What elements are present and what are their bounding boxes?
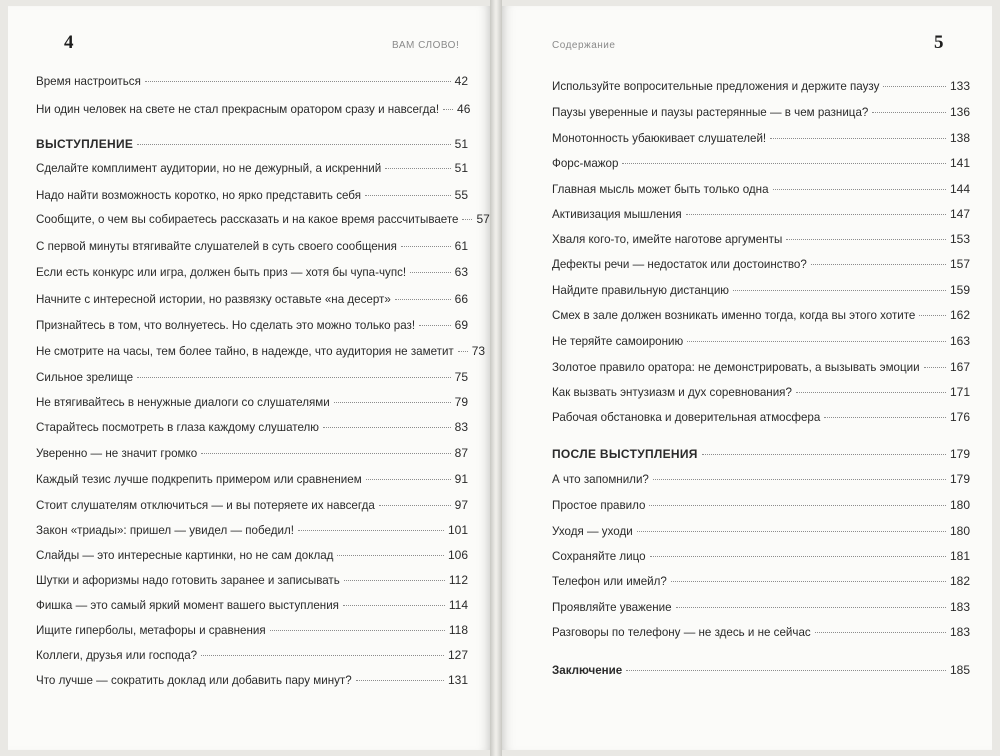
toc-entry-page: 114 — [448, 598, 468, 612]
toc-entry-title: Смех в зале должен возникать именно тогда, когда вы этого хотите — [552, 309, 916, 322]
dot-leader — [626, 670, 946, 671]
dot-leader — [919, 315, 946, 316]
toc-entry-page: 66 — [454, 292, 468, 306]
toc-entry-title: Начните с интересной истории, но развязку оставьте «на десерт» — [36, 293, 391, 306]
toc-entry-title: ВЫСТУПЛЕНИЕ — [36, 137, 134, 151]
dot-leader — [201, 453, 450, 454]
toc-entry-page: 136 — [949, 105, 970, 119]
dot-leader — [443, 109, 453, 110]
toc-entry-page: 171 — [949, 385, 970, 399]
dot-leader — [201, 655, 444, 656]
toc-entry-page: 73 — [471, 344, 486, 358]
toc-entry-page: 63 — [454, 265, 468, 279]
toc-entry-title: Старайтесь посмотреть в глаза каждому слушателю — [36, 421, 319, 434]
dot-leader — [458, 351, 468, 352]
toc-entry-title: Рабочая обстановка и доверительная атмосфера — [552, 411, 821, 424]
toc-entry-title: Что лучше — сократить доклад или добавить пару минут? — [36, 674, 352, 687]
toc-entry — [36, 648, 468, 663]
toc-section-heading — [36, 137, 468, 151]
dot-leader — [298, 530, 444, 531]
toc-entry — [552, 524, 970, 539]
toc-entry-title: Сохраняйте лицо — [552, 550, 646, 563]
toc-entry — [552, 232, 970, 247]
toc-entry-title: Хваля кого-то, имейте наготове аргументы — [552, 233, 783, 246]
toc-entry-page: 180 — [949, 498, 970, 512]
toc-entry-title: Ни один человек на свете не стал прекрасным оратором сразу и навсегда! — [36, 103, 440, 116]
toc-entry-page: 183 — [949, 600, 970, 614]
toc-entry-page: 144 — [949, 182, 970, 196]
toc-entry — [552, 156, 970, 171]
dot-leader — [773, 189, 946, 190]
dot-leader — [356, 680, 444, 681]
dot-leader — [366, 479, 451, 480]
dot-leader — [385, 168, 450, 169]
page-number: 5 — [934, 32, 944, 53]
dot-leader — [419, 325, 451, 326]
dot-leader — [334, 402, 451, 403]
toc-entry-page: 97 — [454, 498, 468, 512]
toc-entry — [36, 74, 468, 89]
toc-entry-title: Каждый тезис лучше подкрепить примером или сравнением — [36, 473, 362, 486]
toc-entry — [36, 472, 468, 487]
toc-entry-page: 79 — [454, 395, 468, 409]
toc-section-heading — [552, 447, 970, 461]
toc-entry-page: 141 — [949, 156, 970, 170]
toc-entry — [36, 318, 468, 333]
toc-entry-page: 162 — [949, 308, 970, 322]
dot-leader — [770, 138, 946, 139]
toc-entry-page: 181 — [949, 549, 970, 563]
toc-entry-title: Уверенно — не значит громко — [36, 447, 198, 460]
dot-leader — [344, 580, 445, 581]
dot-leader — [687, 341, 946, 342]
dot-leader — [883, 86, 946, 87]
toc-entry — [36, 239, 468, 254]
toc-entry-title: Дефекты речи — недостаток или достоинство? — [552, 258, 807, 271]
toc-entry — [36, 102, 471, 117]
toc-entry-title: Фишка — это самый яркий момент вашего выступления — [36, 599, 339, 612]
toc-entry-page: 118 — [448, 623, 468, 637]
dot-leader — [379, 505, 451, 506]
toc-entry-page: 180 — [949, 524, 970, 538]
toc-entry-title: Найдите правильную дистанцию — [552, 284, 729, 297]
toc-entry — [552, 283, 970, 298]
toc-entry-page: 138 — [949, 131, 970, 145]
toc-entry — [36, 188, 468, 203]
dot-leader — [270, 630, 445, 631]
toc-entry-page: 185 — [949, 663, 970, 677]
toc-entry-title: Золотое правило оратора: не демонстрировать, а вызывать эмоции — [552, 361, 920, 374]
toc-entry-page: 87 — [454, 446, 468, 460]
dot-leader — [924, 367, 946, 368]
toc-entry-page: 127 — [447, 648, 468, 662]
toc-final-entry — [552, 663, 970, 678]
dot-leader — [637, 531, 946, 532]
toc-entry-title: Если есть конкурс или игра, должен быть приз — хотя бы чупа-чупс! — [36, 266, 407, 279]
toc-entry — [552, 207, 970, 222]
dot-leader — [649, 505, 945, 506]
dot-leader — [337, 555, 444, 556]
toc-entry — [552, 472, 970, 487]
dot-leader — [733, 290, 946, 291]
toc-entry — [36, 573, 468, 588]
toc-entry-title: Уходя — уходи — [552, 525, 633, 538]
toc-entry-page: 42 — [454, 74, 468, 88]
toc-entry — [552, 549, 970, 564]
dot-leader — [815, 632, 946, 633]
toc-entry — [552, 625, 970, 640]
dot-leader — [401, 246, 451, 247]
toc-entry-page: 57 — [476, 212, 490, 226]
dot-leader — [872, 112, 946, 113]
toc-entry-page: 182 — [949, 574, 970, 588]
toc-entry-page: 179 — [949, 447, 970, 461]
dot-leader — [343, 605, 445, 606]
dot-leader — [365, 195, 451, 196]
toc-entry-page: 163 — [949, 334, 970, 348]
toc-entry-page: 179 — [949, 472, 970, 486]
toc-entry-title: С первой минуты втягивайте слушателей в суть своего сообщения — [36, 240, 397, 253]
toc-entry — [552, 385, 970, 400]
dot-leader — [676, 607, 946, 608]
dot-leader — [824, 417, 946, 418]
toc-entry — [36, 673, 468, 688]
toc-entry-title: Сообщите, о чем вы собираетесь рассказать и на какое время рассчитываете — [36, 213, 459, 226]
toc-entry-title: Паузы уверенные и паузы растерянные — в чем разница? — [552, 106, 869, 119]
dot-leader — [395, 299, 451, 300]
toc-entry-title: Не втягивайтесь в ненужные диалоги со слушателями — [36, 396, 330, 409]
toc-entry — [36, 446, 468, 461]
toc-entry-title: Заключение — [552, 664, 623, 677]
toc-entry-title: Проявляйте уважение — [552, 601, 672, 614]
running-head: Содержание — [552, 40, 616, 51]
toc-entry-title: Монотонность убаюкивает слушателей! — [552, 132, 767, 145]
toc-entry-title: ПОСЛЕ ВЫСТУПЛЕНИЯ — [552, 447, 698, 461]
toc-entry — [36, 370, 468, 385]
toc-entry-title: Стоит слушателям отключиться — и вы потеряете их навсегда — [36, 499, 375, 512]
dot-leader — [671, 581, 946, 582]
toc-entry-title: Ищите гиперболы, метафоры и сравнения — [36, 624, 266, 637]
toc-entry-page: 157 — [949, 257, 970, 271]
dot-leader — [622, 163, 946, 164]
toc-entry — [36, 161, 468, 176]
toc-entry — [552, 360, 970, 375]
dot-leader — [145, 81, 451, 82]
toc-entry-page: 183 — [949, 625, 970, 639]
toc-entry — [552, 105, 970, 120]
toc-entry — [36, 292, 468, 307]
toc-entry-page: 101 — [447, 523, 468, 537]
running-head: ВАМ СЛОВО! — [392, 40, 460, 51]
toc-entry-page: 55 — [454, 188, 468, 202]
toc-entry-title: Слайды — это интересные картинки, но не сам доклад — [36, 549, 334, 562]
toc-entry-page: 159 — [949, 283, 970, 297]
dot-leader — [650, 556, 946, 557]
page-number: 4 — [64, 32, 74, 53]
dot-leader — [410, 272, 451, 273]
toc-entry-page: 46 — [457, 102, 471, 116]
toc-entry-title: Телефон или имейл? — [552, 575, 667, 588]
left-page — [8, 6, 490, 750]
toc-entry-page: 106 — [447, 548, 468, 562]
toc-entry-title: Сильное зрелище — [36, 371, 134, 384]
dot-leader — [137, 144, 450, 145]
dot-leader — [462, 219, 472, 220]
toc-entry — [36, 265, 468, 280]
toc-entry-title: Форс-мажор — [552, 157, 619, 170]
toc-entry-page: 176 — [949, 410, 970, 424]
toc-entry — [36, 344, 486, 359]
toc-entry-page: 61 — [454, 239, 468, 253]
dot-leader — [653, 479, 946, 480]
toc-entry-page: 131 — [447, 673, 468, 687]
toc-entry-title: Не теряйте самоиронию — [552, 335, 684, 348]
toc-entry — [552, 574, 970, 589]
toc-entry-page: 153 — [949, 232, 970, 246]
toc-entry-title: Используйте вопросительные предложения и держите паузу — [552, 80, 880, 93]
toc-entry-title: Не смотрите на часы, тем более тайно, в надежде, что аудитория не заметит — [36, 345, 454, 358]
toc-entry — [552, 410, 970, 425]
toc-entry — [552, 334, 970, 349]
toc-entry-page: 112 — [448, 573, 468, 587]
toc-entry — [36, 395, 468, 410]
dot-leader — [811, 264, 946, 265]
toc-entry — [552, 308, 970, 323]
dot-leader — [796, 392, 946, 393]
toc-entry — [36, 498, 468, 513]
dot-leader — [702, 454, 946, 455]
toc-entry-page: 133 — [949, 79, 970, 93]
toc-entry-page: 91 — [454, 472, 468, 486]
toc-entry — [552, 498, 970, 513]
toc-entry — [36, 212, 490, 227]
toc-entry-title: Время настроиться — [36, 75, 141, 88]
toc-entry — [552, 131, 970, 146]
toc-entry — [36, 598, 468, 613]
toc-entry-page: 75 — [454, 370, 468, 384]
toc-entry-title: Закон «триады»: пришел — увидел — победил! — [36, 524, 294, 537]
toc-entry — [552, 182, 970, 197]
toc-entry-page: 51 — [454, 161, 468, 175]
dot-leader — [137, 377, 451, 378]
toc-entry — [552, 600, 970, 615]
dot-leader — [323, 427, 451, 428]
toc-entry — [36, 623, 468, 638]
toc-entry — [552, 257, 970, 272]
toc-entry-page: 147 — [949, 207, 970, 221]
toc-entry-page: 69 — [454, 318, 468, 332]
toc-entry-title: Шутки и афоризмы надо готовить заранее и записывать — [36, 574, 340, 587]
toc-entry-title: Простое правило — [552, 499, 646, 512]
toc-entry-title: Коллеги, друзья или господа? — [36, 649, 198, 662]
dot-leader — [786, 239, 946, 240]
toc-entry-title: Как вызвать энтузиазм и дух соревнования? — [552, 386, 792, 399]
toc-entry — [36, 548, 468, 563]
book-gutter — [490, 0, 502, 756]
toc-entry-title: Надо найти возможность коротко, но ярко представить себя — [36, 189, 361, 202]
toc-entry-title: Сделайте комплимент аудитории, но не дежурный, а искренний — [36, 162, 382, 175]
toc-entry — [552, 79, 970, 94]
toc-entry-page: 51 — [454, 137, 468, 151]
toc-entry — [36, 420, 468, 435]
dot-leader — [686, 214, 946, 215]
toc-entry-title: А что запомнили? — [552, 473, 649, 486]
right-page — [502, 6, 992, 750]
toc-entry-title: Главная мысль может быть только одна — [552, 183, 769, 196]
toc-entry — [36, 523, 468, 538]
toc-entry-page: 167 — [949, 360, 970, 374]
toc-entry-page: 83 — [454, 420, 468, 434]
toc-entry-title: Признайтесь в том, что волнуетесь. Но сделать это можно только раз! — [36, 319, 416, 332]
toc-entry-title: Разговоры по телефону — не здесь и не сейчас — [552, 626, 811, 639]
toc-entry-title: Активизация мышления — [552, 208, 682, 221]
